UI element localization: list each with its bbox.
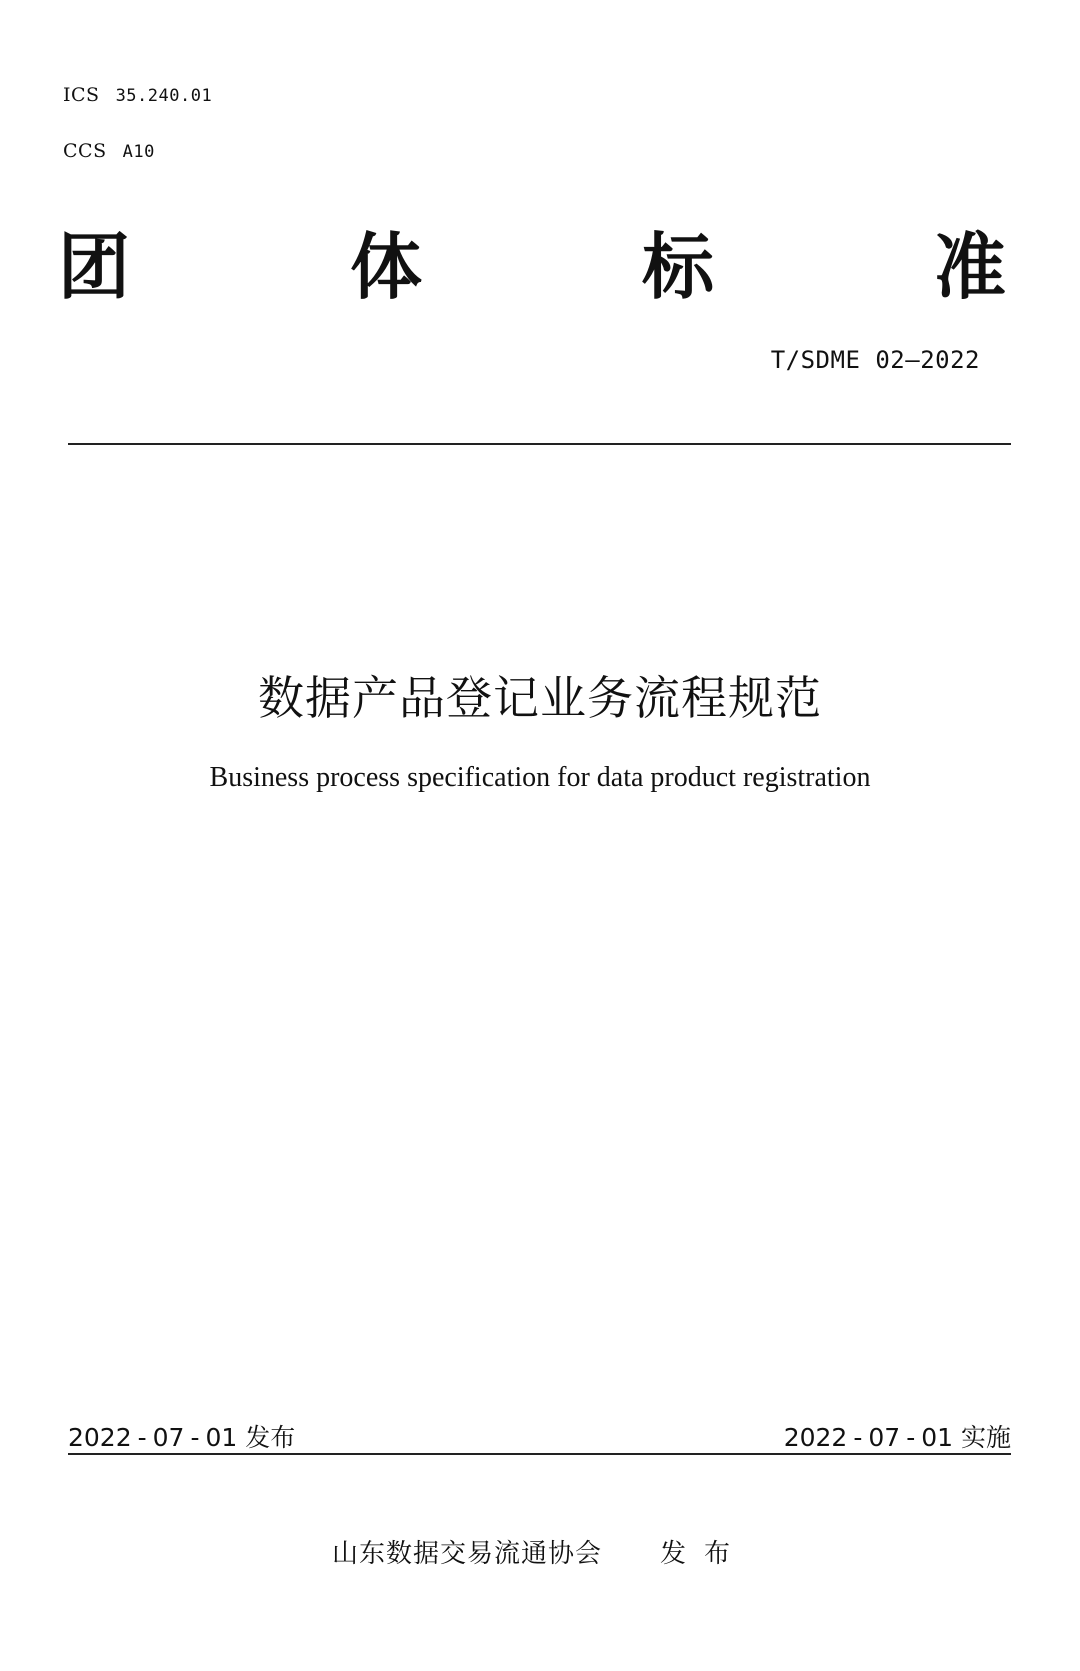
publish-label: 发布 bbox=[245, 1423, 296, 1452]
top-divider bbox=[68, 443, 1011, 445]
ccs-value: A10 bbox=[122, 142, 155, 162]
standard-number: T/SDME 02—2022 bbox=[770, 346, 980, 374]
standard-type-char: 标 bbox=[641, 225, 714, 309]
standard-type-char: 体 bbox=[349, 225, 422, 309]
publish-date bbox=[68, 1418, 295, 1454]
ics-value: 35.240.01 bbox=[115, 86, 213, 106]
effective-date bbox=[784, 1418, 1011, 1454]
effective-year: 2022 bbox=[783, 1423, 848, 1452]
date-separator: - bbox=[906, 1423, 916, 1452]
issuer-action: 发布 bbox=[660, 1539, 749, 1569]
standard-type-char: 准 bbox=[933, 225, 1006, 309]
standard-type-char: 团 bbox=[58, 225, 131, 309]
ccs-label: CCS bbox=[63, 140, 107, 162]
date-separator: - bbox=[137, 1423, 147, 1452]
issuer-line bbox=[0, 1533, 1080, 1570]
publish-day: 01 bbox=[205, 1423, 238, 1452]
document-title-chinese: 数据产品登记业务流程规范 bbox=[258, 671, 822, 725]
ccs-code bbox=[63, 140, 155, 162]
publish-year: 2022 bbox=[68, 1423, 132, 1452]
issuer-organization: 山东数据交易流通协会 bbox=[331, 1539, 602, 1569]
effective-month: 07 bbox=[868, 1423, 901, 1452]
bottom-divider bbox=[68, 1453, 1011, 1455]
date-separator: - bbox=[853, 1423, 863, 1452]
ics-label: ICS bbox=[63, 84, 100, 106]
effective-day: 01 bbox=[921, 1423, 954, 1452]
ics-code bbox=[63, 84, 212, 106]
document-title-english: Business process specification for data product registration bbox=[209, 762, 871, 793]
date-separator: - bbox=[190, 1423, 200, 1452]
publish-month: 07 bbox=[152, 1423, 185, 1452]
standard-type-title bbox=[58, 222, 1006, 312]
effective-label: 实施 bbox=[960, 1423, 1011, 1452]
